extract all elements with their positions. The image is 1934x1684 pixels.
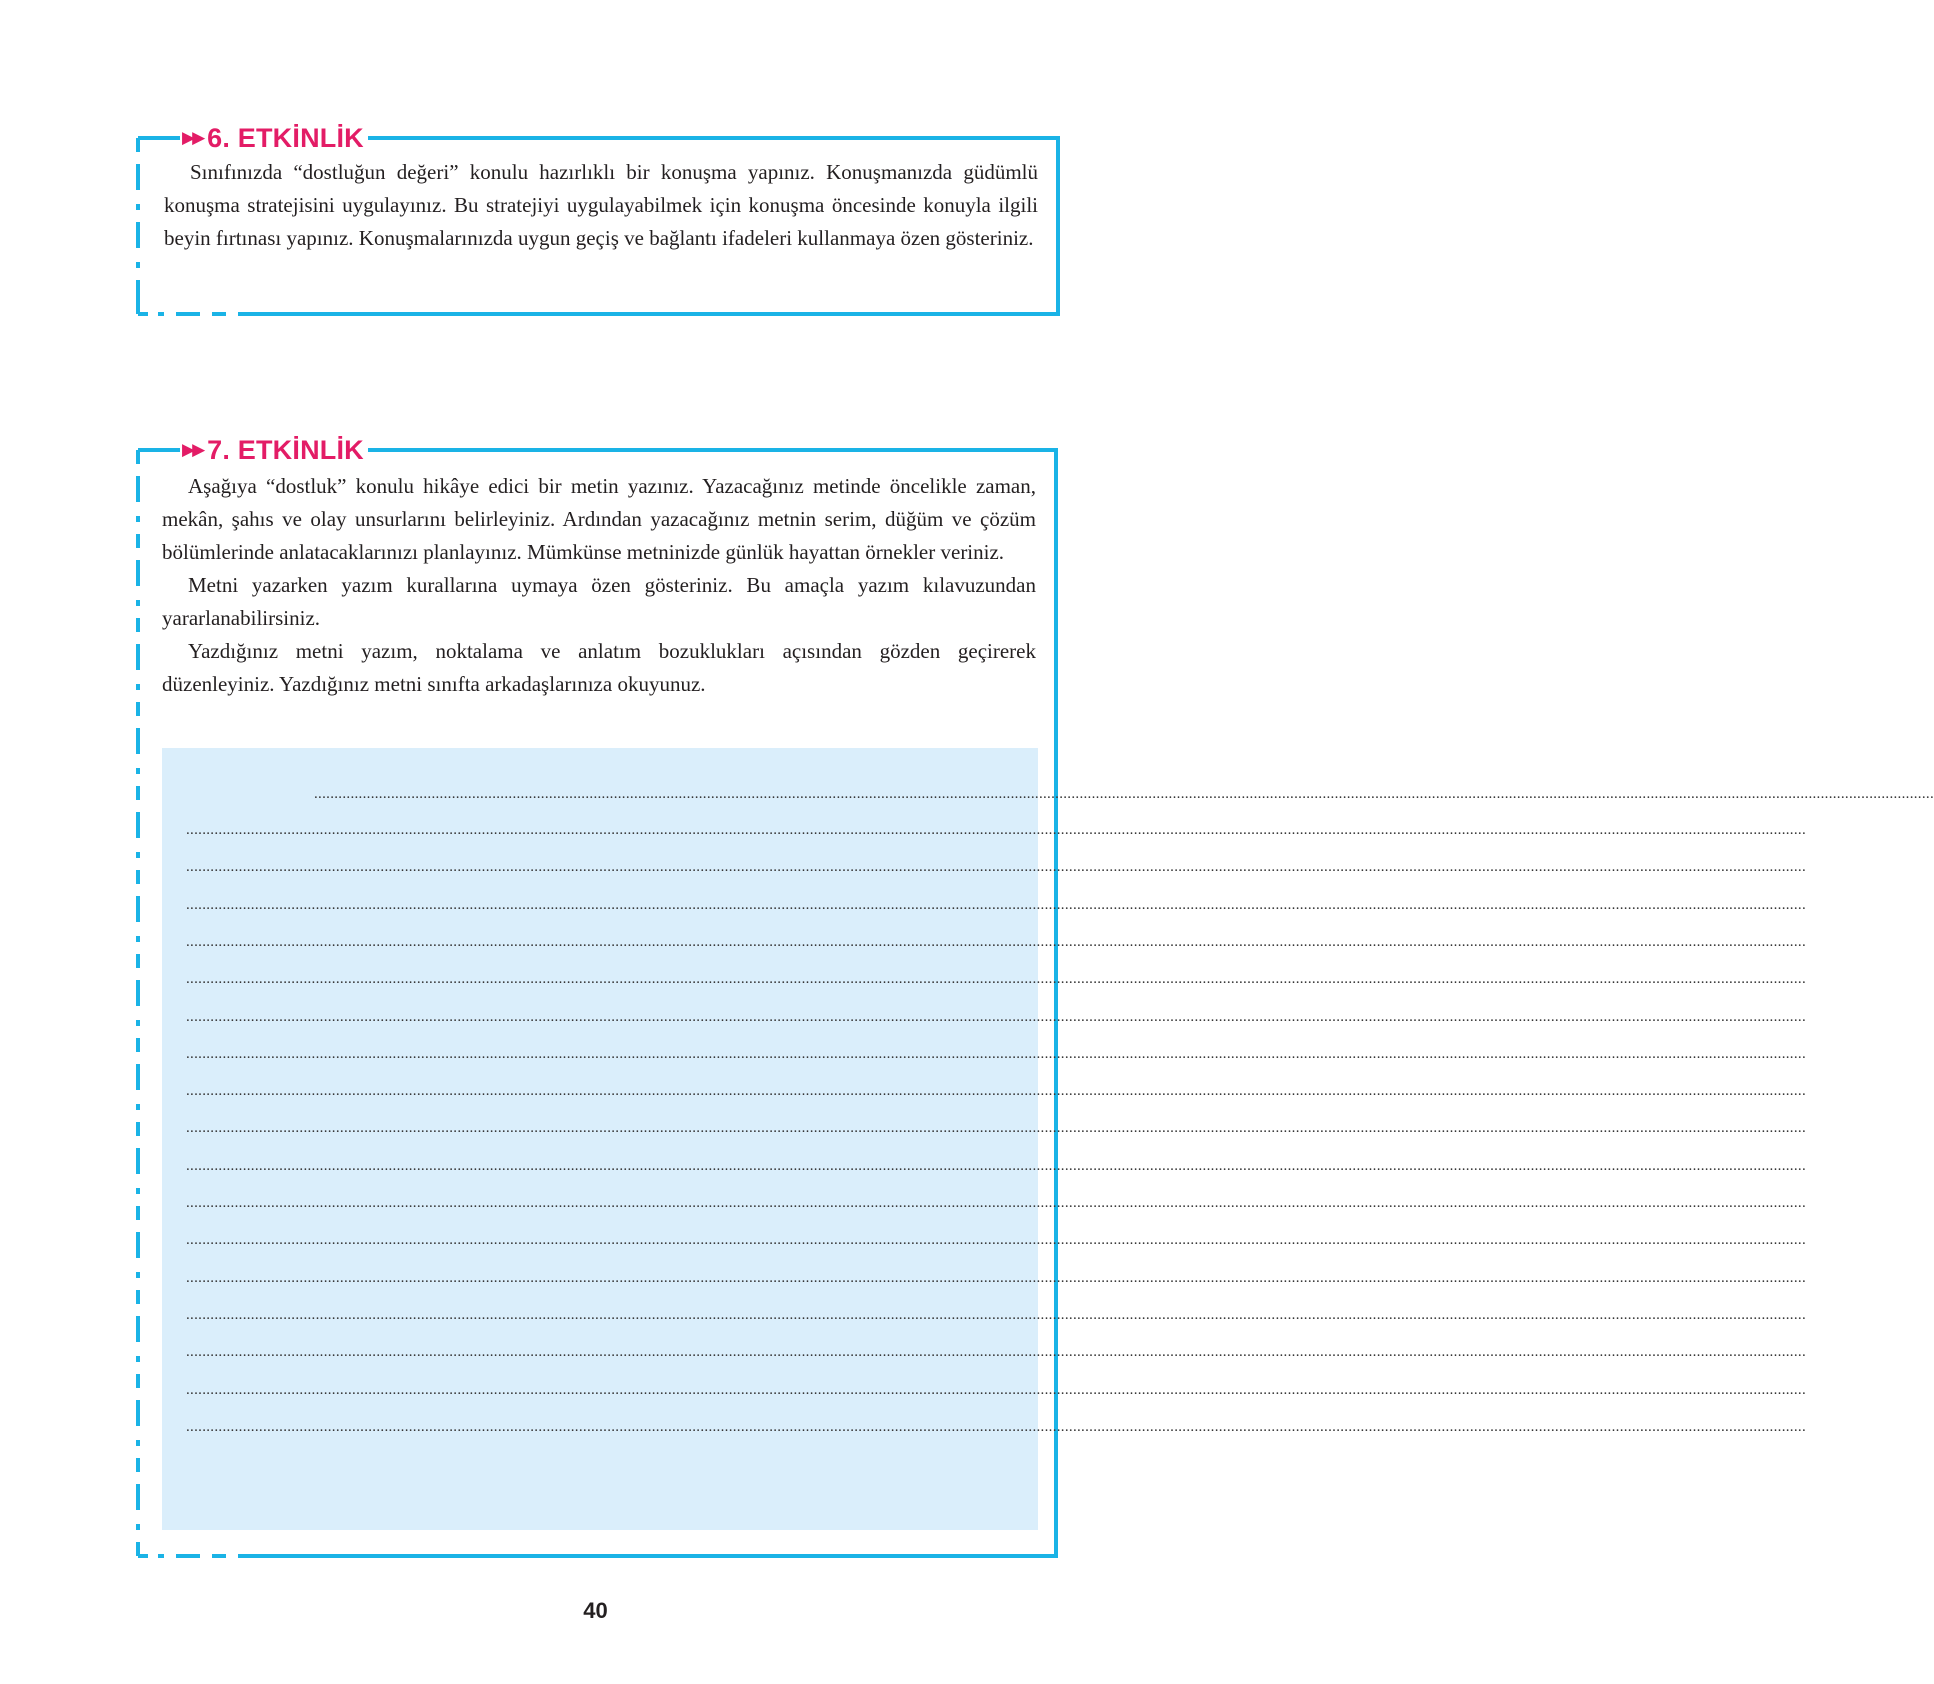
- writing-area[interactable]: [162, 748, 1934, 1530]
- activity-7-heading: [180, 432, 368, 468]
- activity-7-title: 7. ETKİNLİK: [207, 434, 364, 465]
- writing-line[interactable]: ................................................................................................................................................................................................................................................................................................................................................................................................................: [186, 822, 1806, 838]
- activity-7-paragraph-1: Aşağıya “dostluk” konulu hikâye edici bir metin yazınız. Yazacağınız metinde öncelikle zaman, mekân, şahıs ve olay unsurlarını belirleyiniz. Ardından yazacağınız metnin serim, düğüm ve çözüm bölümlerinde anlatacaklarınızı planlayınız. Mümkünse metninizde günlük hayattan örnekler veriniz.: [162, 474, 1036, 564]
- writing-line[interactable]: ................................................................................................................................................................................................................................................................................................................................................................................................................: [186, 859, 1806, 876]
- writing-line[interactable]: ................................................................................................................................................................................................................................................................................................................................................................................................................: [186, 933, 1806, 950]
- activity-6-box: [128, 118, 1062, 320]
- writing-line[interactable]: ................................................................................................................................................................................................................................................................................................................................................................................................................: [186, 971, 1806, 988]
- activity-7-box: [128, 430, 1934, 1560]
- writing-line[interactable]: ................................................................................................................................................................................................................................................................................................................................................................................................................: [186, 1232, 1806, 1249]
- writing-line[interactable]: ................................................................................................................................................................................................................................................................................................................................................................................................................: [186, 1344, 1806, 1361]
- writing-line[interactable]: ................................................................................................................................................................................................................................................................................................................................................................................................................: [186, 1306, 1806, 1323]
- writing-line[interactable]: ................................................................................................................................................................................................................................................................................................................................................................................................................: [186, 1008, 1806, 1025]
- writing-line[interactable]: ................................................................................................................................................................................................................................................................................................................................................................................................................: [186, 1120, 1806, 1137]
- double-triangle-icon: ▶▶: [182, 440, 203, 459]
- activity-6-paragraph: Sınıfınızda “dostluğun değeri” konulu hazırlıklı bir konuşma yapınız. Konuşmanızda güdümlü konuşma stratejisini uygulayınız. Bu stratejiyi uygulayabilmek için konuşma öncesinde konuyla ilgili beyin fırtınası yapınız. Konuşmalarınızda uygun geçiş ve bağlantı ifadeleri kullanmaya özen gösteriniz.: [164, 160, 1038, 250]
- activity-6-text: [164, 156, 1038, 255]
- writing-line[interactable]: ................................................................................................................................................................................................................................................................................................................................................................................................................: [186, 1195, 1806, 1211]
- writing-line[interactable]: ................................................................................................................................................................................................................................................................................................................................................................................................................: [186, 1381, 1806, 1398]
- activity-6-heading: [180, 120, 368, 156]
- page-number: 40: [583, 1598, 608, 1623]
- writing-title-line[interactable]: ................................................................................................................................................................................................................................................................................................................................................................................................................: [314, 786, 1934, 802]
- writing-line[interactable]: ................................................................................................................................................................................................................................................................................................................................................................................................................: [186, 1083, 1806, 1100]
- activity-7-text: [162, 470, 1036, 701]
- writing-line[interactable]: ................................................................................................................................................................................................................................................................................................................................................................................................................: [186, 896, 1806, 913]
- writing-line[interactable]: ................................................................................................................................................................................................................................................................................................................................................................................................................: [186, 1418, 1806, 1435]
- double-triangle-icon: ▶▶: [182, 128, 203, 147]
- writing-line[interactable]: ................................................................................................................................................................................................................................................................................................................................................................................................................: [186, 1045, 1806, 1062]
- activity-6-title: 6. ETKİNLİK: [207, 122, 364, 153]
- activity-7-paragraph-3: Yazdığınız metni yazım, noktalama ve anlatım bozuklukları açısından gözden geçirerek düzenleyiniz. Yazdığınız metni sınıfta arkadaşlarınıza okuyunuz.: [162, 639, 1036, 696]
- writing-line[interactable]: ................................................................................................................................................................................................................................................................................................................................................................................................................: [186, 1269, 1806, 1286]
- activity-7-paragraph-2: Metni yazarken yazım kurallarına uymaya özen gösteriniz. Bu amaçla yazım kılavuzundan yararlanabilirsiniz.: [162, 573, 1036, 630]
- writing-line[interactable]: ................................................................................................................................................................................................................................................................................................................................................................................................................: [186, 1157, 1806, 1174]
